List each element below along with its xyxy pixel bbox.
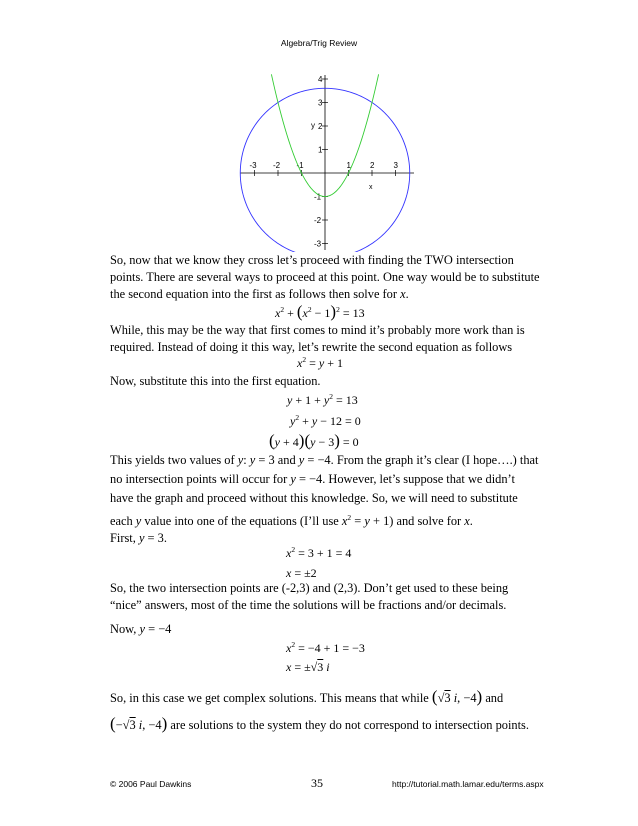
y-tick-label: -2 — [314, 216, 322, 225]
x-tick-label: 1 — [346, 161, 351, 170]
equation-now-2: x = ±√3 i — [286, 660, 330, 674]
equation-rewrite: $x^2 = y + 1$ — [297, 355, 343, 370]
x-tick-label: -3 — [249, 161, 257, 170]
page-header: Algebra/Trig Review — [280, 38, 358, 48]
y-tick-label: 4 — [318, 75, 323, 84]
paragraph-complex: So, in this case we get complex solutions. This means that while (√3 i, −4) and (−√3 i, −4) are solutions to the system they do not correspond to intersection points. — [110, 687, 529, 733]
x-axis-label: x — [369, 184, 373, 191]
y-tick-label: 3 — [318, 98, 323, 108]
paragraph-two-values: This yields two values of y: y = 3 and y = −4. From the graph it’s clear (I hope….) that no intersection points will occur for y = −4. However, let’s suppose that we didn’t have the graph and proceed without this knowledge. So, we will need to substitute each y value into one of the equations (I’ll use $x^2 = y + 1$) and solve for x. — [110, 453, 539, 529]
equation-sub-1: $y + 1 + y^2 = 13$ — [287, 392, 358, 407]
paragraph-rewrite: While, this may be the way that first comes to mind it’s probably more work than is required. Instead of doing it this way, let’s rewrite the second equation as follows — [110, 323, 525, 354]
equation-first-1: $x^2 = 3 + 1 = 4$ — [286, 545, 352, 560]
y-tick-label: -3 — [314, 239, 322, 249]
equation-substitution: $x^2 + (x^2 - 1)^2 = 13$ — [275, 302, 365, 321]
x-tick-label: -2 — [273, 161, 281, 170]
equation-factored: (y + 4)(y − 3) = 0 — [269, 431, 359, 450]
axis-ticks — [250, 75, 399, 249]
circle-parabola-graph — [238, 72, 418, 252]
y-axis-label: y — [311, 121, 315, 130]
paragraph-now: Now, y = −4 — [110, 622, 172, 636]
paragraph-intro: So, now that we know they cross let’s proceed with finding the TWO intersection points. There are several ways to proceed at this point. One way would be to substitute the second equation into the first as follows then solve for x. — [110, 253, 540, 301]
y-tick-label: 2 — [318, 122, 323, 131]
equation-now-1: $x^2 = -4 + 1 = -3$ — [286, 640, 365, 655]
x-tick-label: 3 — [393, 161, 398, 170]
y-tick-label: -1 — [314, 192, 322, 202]
x-tick-label: 2 — [370, 161, 375, 170]
footer-url: http://tutorial.math.lamar.edu/terms.aspx — [392, 779, 544, 789]
paragraph-substitute: Now, substitute this into the first equation. — [110, 374, 321, 388]
paragraph-first: First, y = 3. — [110, 531, 167, 545]
y-tick-label: 1 — [318, 145, 323, 155]
footer-copyright: © 2006 Paul Dawkins — [110, 779, 192, 789]
footer-page-number: 35 — [311, 776, 323, 790]
paragraph-intersection-points: So, the two intersection points are (-2,3) and (2,3). Don’t get used to these being “nice” answers, most of the time the solutions will be fractions and/or decimals. — [110, 581, 509, 612]
x-tick-label: -1 — [296, 161, 304, 170]
equation-first-2: x = ±2 — [286, 566, 317, 580]
equation-sub-2: $y^2 + y - 12 = 0$ — [290, 413, 361, 428]
